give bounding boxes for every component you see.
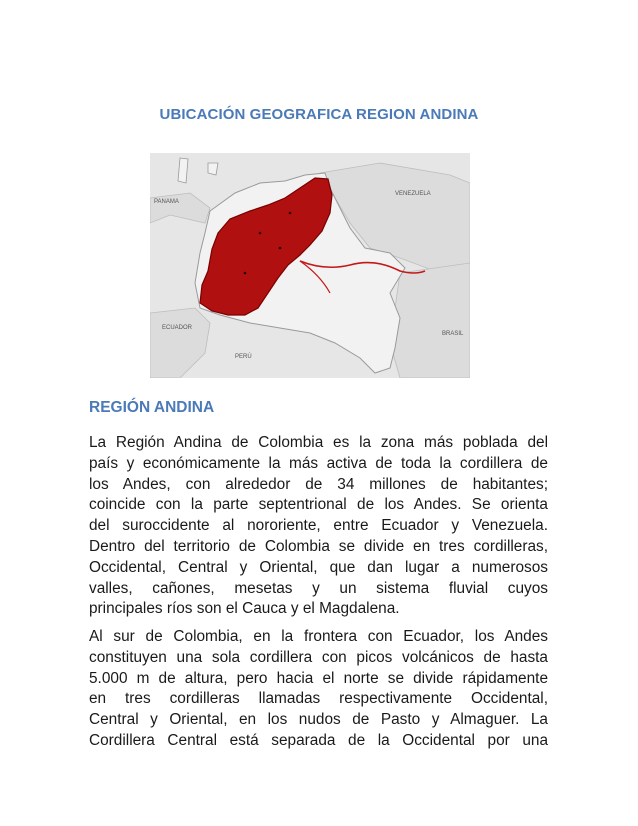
paragraph-2 (89, 627, 548, 809)
paragraph-line: 5.000 m de altura, pero hacia el norte se divide rápidamente (89, 669, 548, 687)
paragraph-line: del suroccidente al nororiente, entre Ecuador y Venezuela. (89, 517, 548, 535)
city-dot (289, 212, 292, 215)
paragraph-line: Al sur de Colombia, en la frontera con Ecuador, los Andes (89, 628, 548, 645)
paragraph-line: Central y Oriental, en los nudos de Pasto y Almaguer. La (89, 711, 548, 729)
paragraph-line: coincide con la parte septentrional de los Andes. Se orienta (89, 496, 548, 514)
paragraph-line: valles, cañones, mesetas y un sistema fluvial cuyos (89, 579, 548, 597)
paragraph-line: en tres cordilleras llamadas respectivamente Occidental, (89, 690, 548, 708)
city-dot (244, 272, 247, 275)
brasil-shape (390, 263, 470, 378)
andean-region-map (150, 153, 470, 378)
paragraph-line: los Andes, con alrededor de 34 millones de habitantes; (89, 475, 548, 493)
paragraph-1 (89, 433, 548, 620)
paragraph-line: constituyen una sola cordillera con picos volcánicos de hasta (89, 648, 548, 666)
paragraph-line: Cordillera Central está separada de la Occidental por una (89, 731, 548, 749)
map-label-venezuela: VENEZUELA (395, 191, 431, 197)
section-heading: REGIÓN ANDINA (89, 399, 215, 416)
map-label-panama: PANAMA (154, 199, 179, 205)
island-shape (208, 163, 218, 175)
map-label-peru: PERÚ (235, 354, 252, 360)
paragraph-line: principales ríos son el Cauca y el Magdalena. (89, 600, 400, 618)
city-dot (279, 247, 282, 250)
city-dot (259, 232, 262, 235)
page-title: UBICACIÓN GEOGRAFICA REGION ANDINA (159, 106, 479, 123)
paragraph-line: Occidental, Central y Oriental, que dan lugar a numerosos (89, 558, 548, 576)
paragraph-line: La Región Andina de Colombia es la zona más poblada del (89, 434, 548, 451)
map-label-brasil: BRASIL (442, 331, 464, 337)
island-shape (178, 158, 188, 183)
paragraph-line: país y económicamente la más activa de toda la cordillera de (89, 454, 548, 472)
paragraph-line: Dentro del territorio de Colombia se divide en tres cordilleras, (89, 537, 548, 555)
map-label-ecuador: ECUADOR (162, 325, 193, 331)
